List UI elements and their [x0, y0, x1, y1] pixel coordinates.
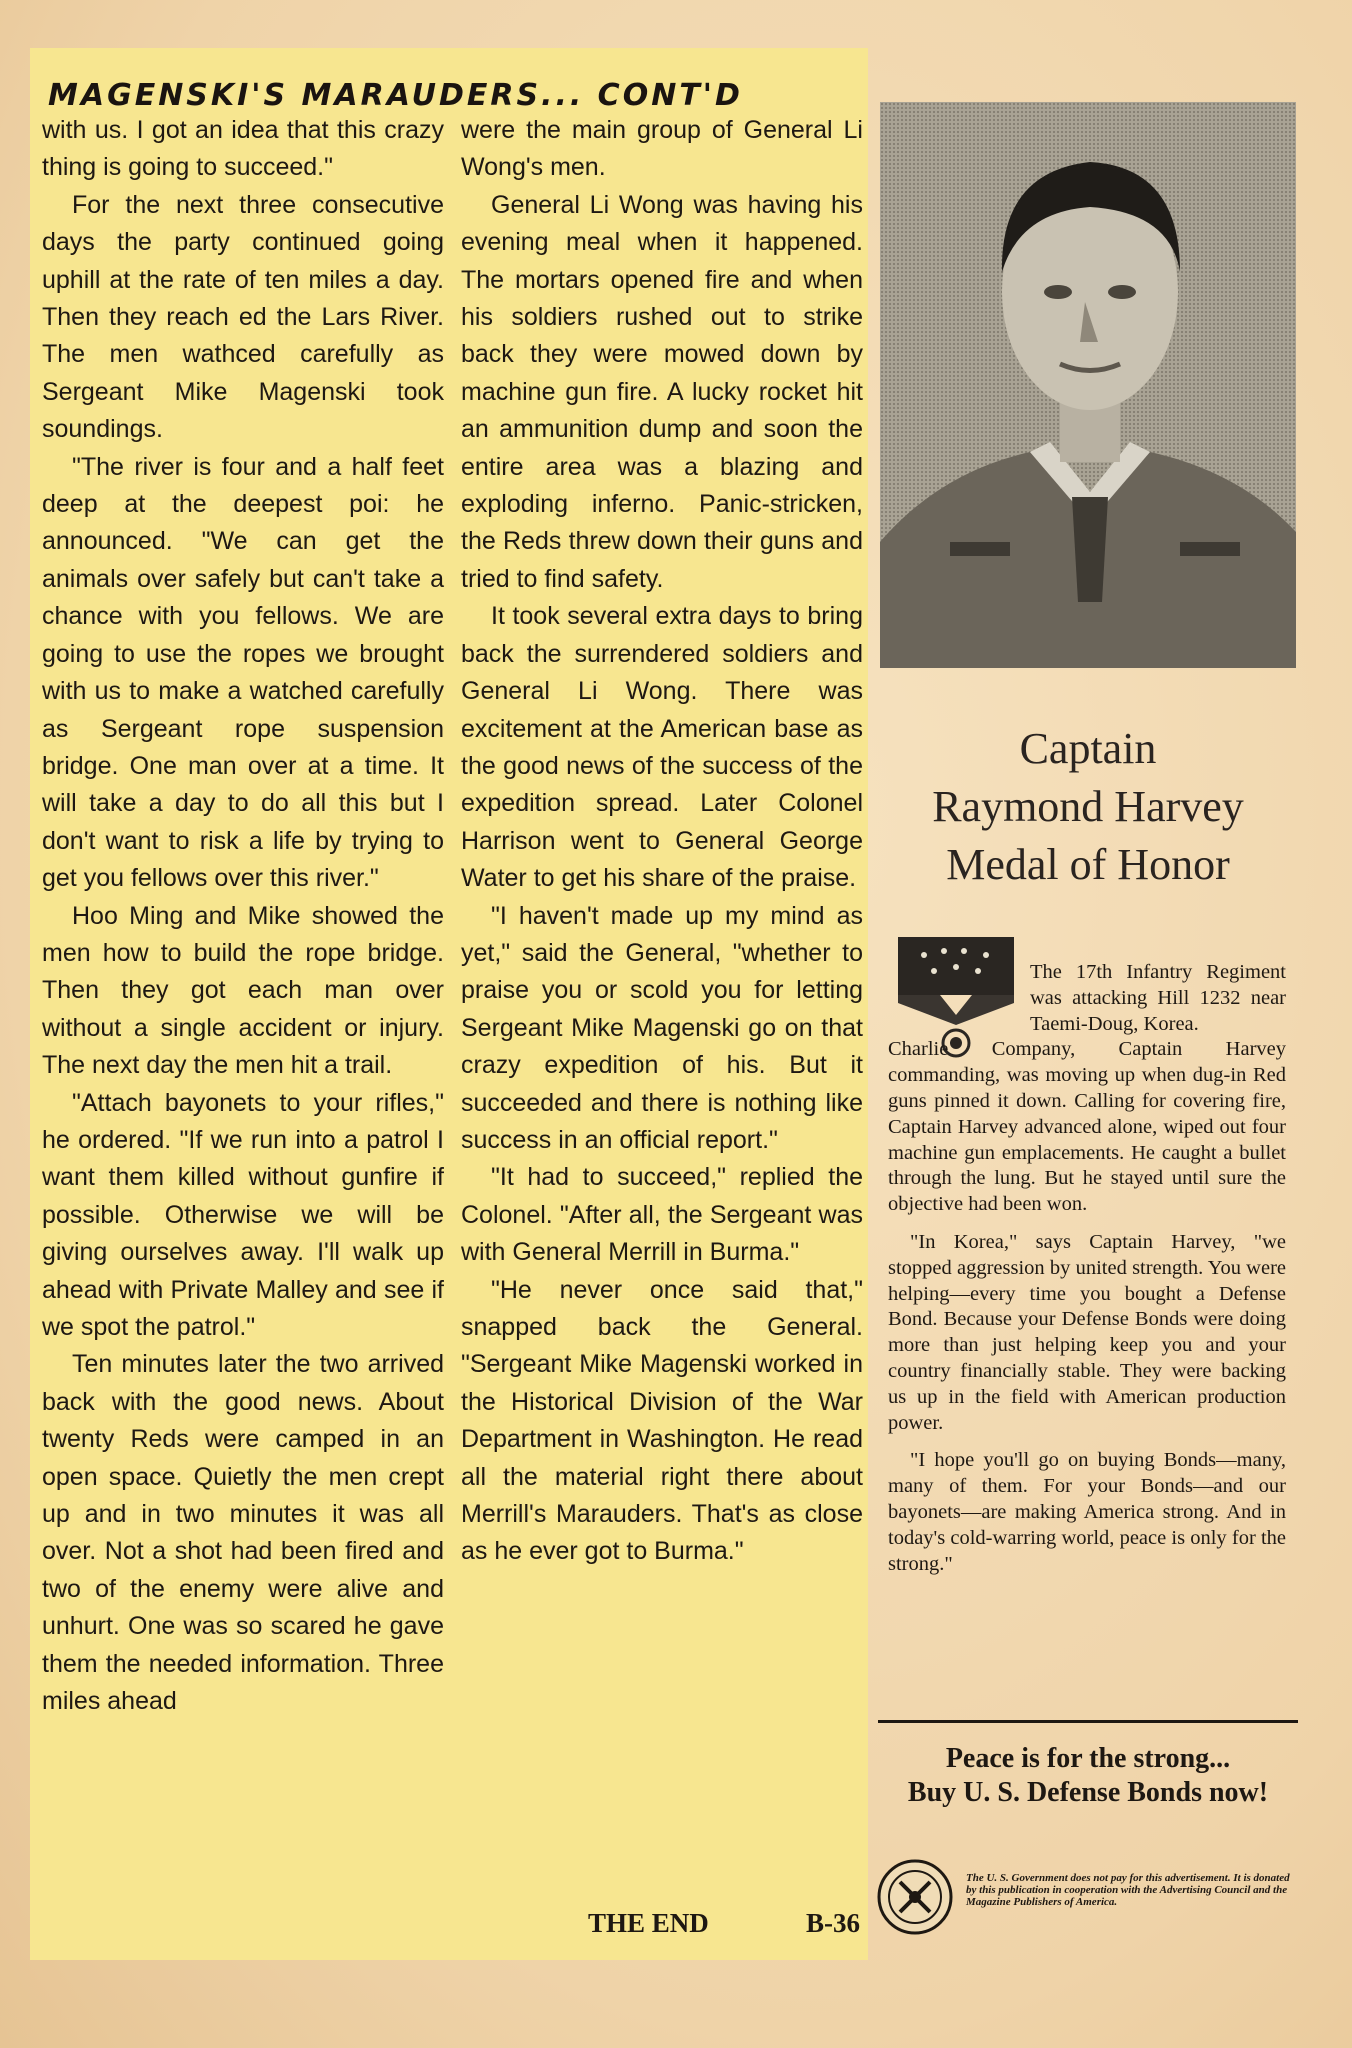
advertising-council-seal-icon: [876, 1858, 954, 1936]
story-paragraph: For the next three consecutive days the party continued going uphill at the rate of ten miles a day. Then they reach ed the Lars River. The men wathced carefully as Sergeant Mike Magenski took soundings.: [42, 190, 444, 444]
ad-slogan: [878, 1742, 1298, 1810]
story-paragraph: Ten minutes later the two arrived back with the good news. About twenty Reds were camped in an open space. Quietly the men crept up and in two minutes it was all over. Not a shot had been fired and two of the enemy were alive and unhurt. One was so scared he gave them the needed information. Three miles ahead: [42, 1350, 444, 1716]
story-footer: [588, 1908, 860, 1939]
story-paragraph: It took several extra days to bring back the surrendered soldiers and General Li Wong. There was excitement at the American base as the good news of the success of the expedition spread. Later Colonel Harrison went to General George Water to get his share of the praise.: [461, 602, 863, 893]
story-paragraph: General Li Wong was having his evening meal when it happened. The mortars opened fire and when his soldiers rushed out to strike back they were mowed down by machine gun fire. A lucky rocket hit an ammunition dump and soon the entire area was a blazing and exploding inferno. Panic-stricken, the Reds threw down their guns and tried to find safety.: [461, 190, 863, 593]
divider: [878, 1720, 1298, 1723]
story-paragraph: "I haven't made up my mind as yet," said the General, "whether to praise you or scold you for letting Sergeant Mike Magenski go on that crazy expedition of his. But it succeeded and there is nothing like success in an official report.": [461, 901, 863, 1154]
caption-award: Medal of Honor: [946, 840, 1230, 889]
story-paragraph: "He never once said that," snapped back the General. "Sergeant Mike Magenski worked in the Historical Division of the War Department in Washington. He read all the material right there about Merrill's Marauders. That's as close as he ever got to Burma.": [461, 1275, 863, 1566]
story-column-left: [42, 112, 444, 1720]
caption-rank: Captain: [1019, 724, 1157, 773]
story-column-right: [461, 112, 863, 1571]
page-number: B-36: [806, 1908, 860, 1938]
ad-intro: [888, 960, 1286, 1218]
fine-print: The U. S. Government does not pay for this advertisement. It is donated by this publication in cooperation with the Advertising Council and the Magazine Publishers of America.: [966, 1872, 1290, 1908]
ad-intro-rest: Charlie Company, Captain Harvey commanding, was moving up when dug-in Red guns pinned it down. Calling for covering fire, Captain Harvey advanced alone, wiped out four machine gun emplacements. He caught a bullet through the lung. But he stayed until sure the objective had been won.: [888, 1038, 1286, 1216]
story-paragraph: Hoo Ming and Mike showed the men how to build the rope bridge. Then they got each man over without a single accident or injury. The next day the men hit a trail.: [42, 901, 444, 1080]
ad-caption: [878, 720, 1298, 894]
the-end-label: THE END: [588, 1908, 709, 1938]
story-heading: MAGENSKI'S MARAUDERS... CONT'D: [48, 78, 743, 113]
story-paragraph: were the main group of General Li Wong's men.: [461, 116, 863, 182]
caption-name: Raymond Harvey: [932, 782, 1244, 831]
story-paragraph: "The river is four and a half feet deep at the deepest poi: he announced. "We can get the animals over safely but can't take a chance with you fellows. We are going to use the ropes we brought with us to make a watched carefully as Sergeant rope suspension bridge. One man over at a time. It will take a day to do all this but I don't want to risk a life by trying to get you fellows over this river.": [42, 452, 444, 893]
defense-bond-ad: [878, 90, 1298, 1990]
slogan-line: Peace is for the strong...: [945, 1743, 1231, 1774]
slogan-line: Buy U. S. Defense Bonds now!: [907, 1777, 1269, 1808]
ad-intro-lead: The 17th Infantry Regiment was attacking Hill 1232 near Taemi-Doug, Korea.: [1030, 961, 1286, 1035]
ad-body: [888, 960, 1286, 1589]
portrait-photo: [880, 102, 1296, 668]
story-paragraph: "It had to succeed," replied the Colonel. "After all, the Sergeant was with General Merrill in Burma.": [461, 1163, 863, 1267]
story-paragraph: with us. I got an idea that this crazy thing is going to succeed.": [42, 116, 444, 182]
ad-quote: "I hope you'll go on buying Bonds—many, many of them. For your Bonds—and our bayonets—are making America strong. And in today's cold-warring world, peace is only for the strong.": [888, 1449, 1286, 1575]
story-paragraph: "Attach bayonets to your rifles," he ordered. "If we run into a patrol I want them killed without gunfire if possible. Otherwise we will be giving ourselves away. I'll walk up ahead with Private Malley and see if we spot the patrol.": [42, 1088, 444, 1341]
ad-quote: "In Korea," says Captain Harvey, "we stopped aggression by united strength. You were helping—every time you bought a Defense Bond. Because your Defense Bonds were doing more than just helping keep you and your country financially stable. They were backing us up in the field with American production power.: [888, 1230, 1286, 1434]
soldier-portrait-icon: [880, 102, 1296, 668]
